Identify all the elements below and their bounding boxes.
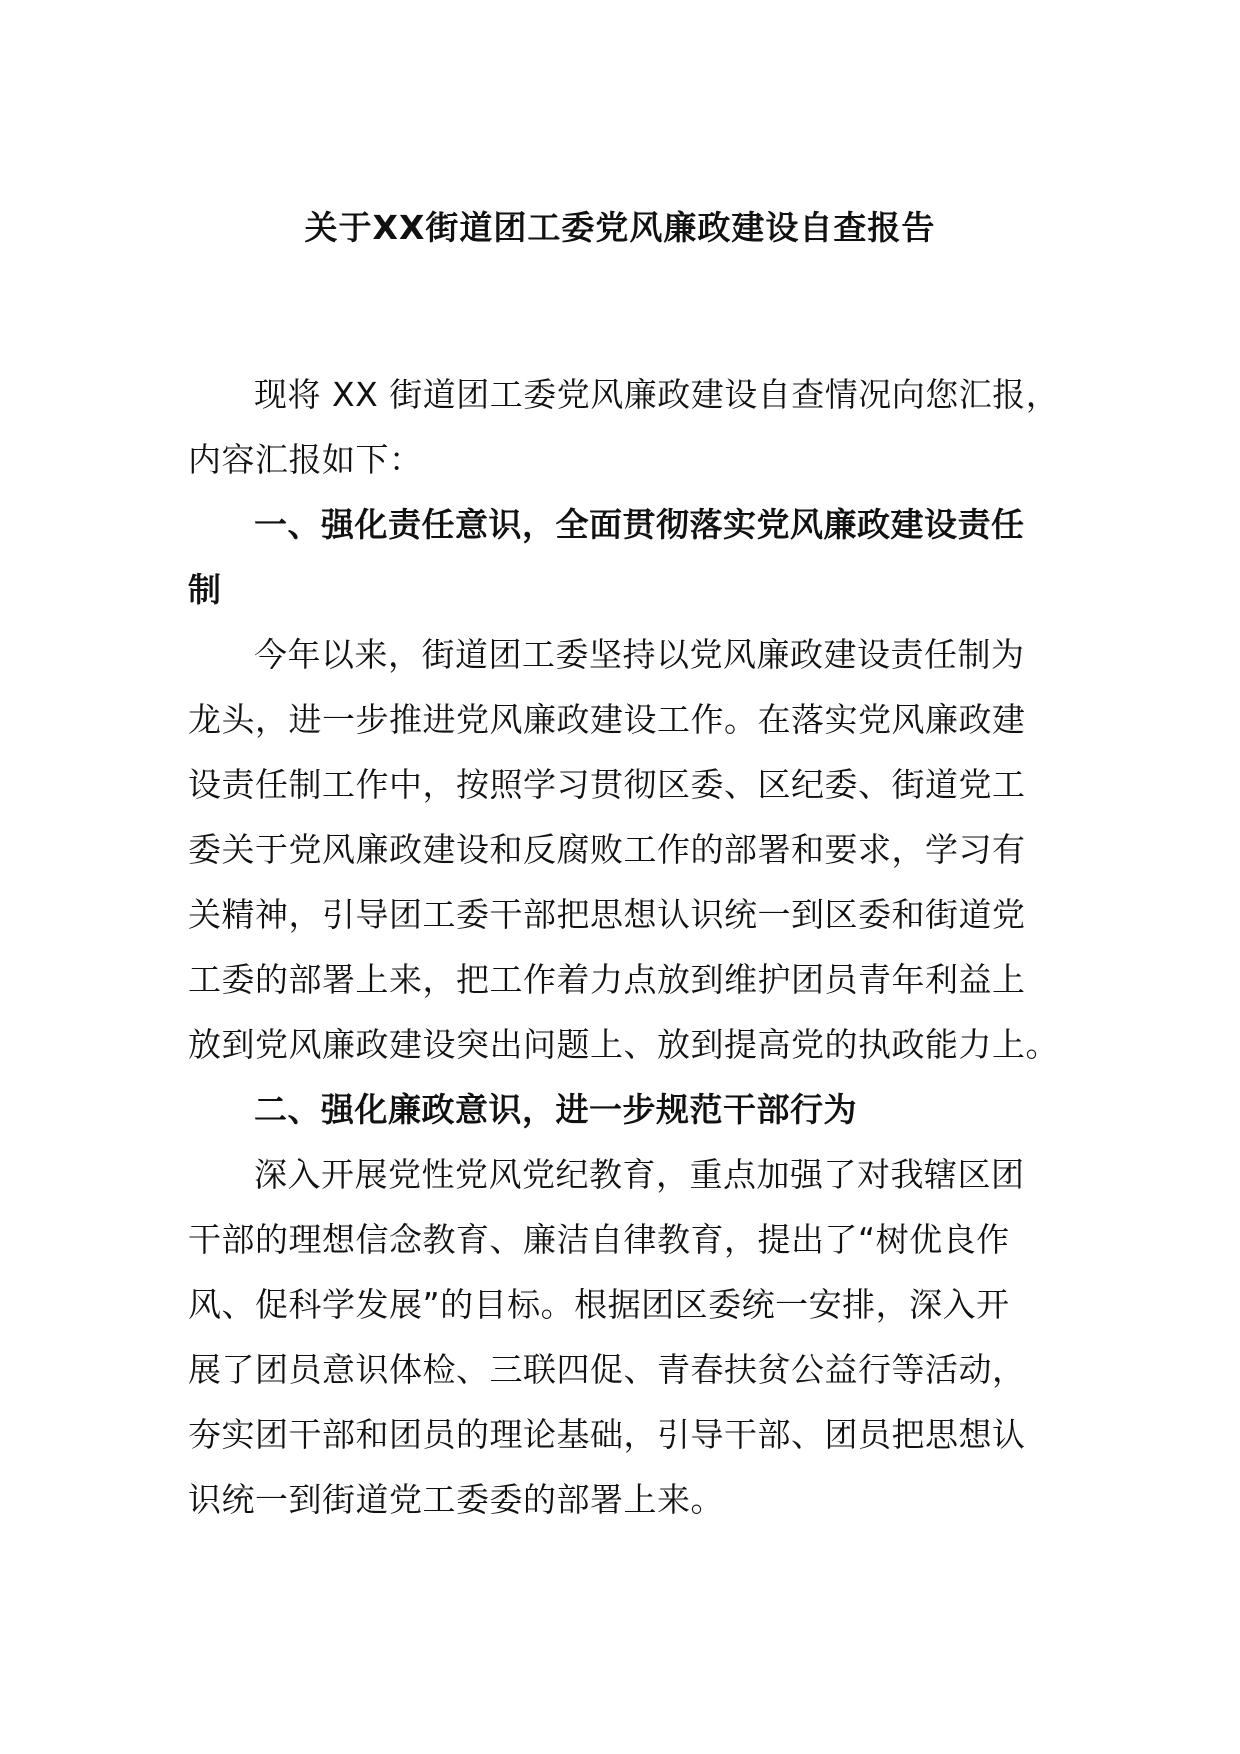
paragraph-line: 关精神，引导团工委干部把思想认识统一到区委和街道党 (188, 895, 1026, 934)
paragraph-line: 放到党风廉政建设突出问题上、放到提高党的执政能力上。 (188, 1025, 1059, 1064)
section-heading-line: 二、强化廉政意识，进一步规范干部行为 (254, 1090, 857, 1129)
paragraph-line: 展了团员意识体检、三联四促、青春扶贫公益行等活动， (188, 1350, 1026, 1389)
paragraph-line: 今年以来，街道团工委坚持以党风廉政建设责任制为 (254, 635, 1025, 674)
paragraph-line: 设责任制工作中，按照学习贯彻区委、区纪委、街道党工 (188, 765, 1026, 804)
paragraph-line: 夯实团干部和团员的理论基础，引导干部、团员把思想认 (188, 1415, 1026, 1454)
paragraph-line: 深入开展党性党风党纪教育，重点加强了对我辖区团 (254, 1155, 1025, 1194)
section-heading-line: 制 (188, 570, 222, 609)
paragraph-line: 现将 XX 街道团工委党风廉政建设自查情况向您汇报， (254, 375, 1060, 414)
section-heading-line: 一、强化责任意识，全面贯彻落实党风廉政建设责任 (254, 505, 1025, 544)
paragraph-line: 干部的理想信念教育、廉洁自律教育，提出了“树优良作 (188, 1220, 1010, 1259)
paragraph-line: 识统一到街道党工委委的部署上来。 (188, 1480, 724, 1519)
paragraph-line: 委关于党风廉政建设和反腐败工作的部署和要求，学习有 (188, 830, 1026, 869)
document-body (188, 362, 1068, 1532)
document-title: 关于XX街道团工委党风廉政建设自查报告 (304, 208, 936, 247)
paragraph-line: 风、促科学发展”的目标。根据团区委统一安排，深入开 (188, 1285, 1010, 1324)
paragraph-line: 工委的部署上来，把工作着力点放到维护团员青年利益上 (188, 960, 1026, 999)
paragraph-line: 内容汇报如下： (188, 440, 423, 479)
paragraph-line: 龙头，进一步推进党风廉政建设工作。在落实党风廉政建 (188, 700, 1026, 739)
